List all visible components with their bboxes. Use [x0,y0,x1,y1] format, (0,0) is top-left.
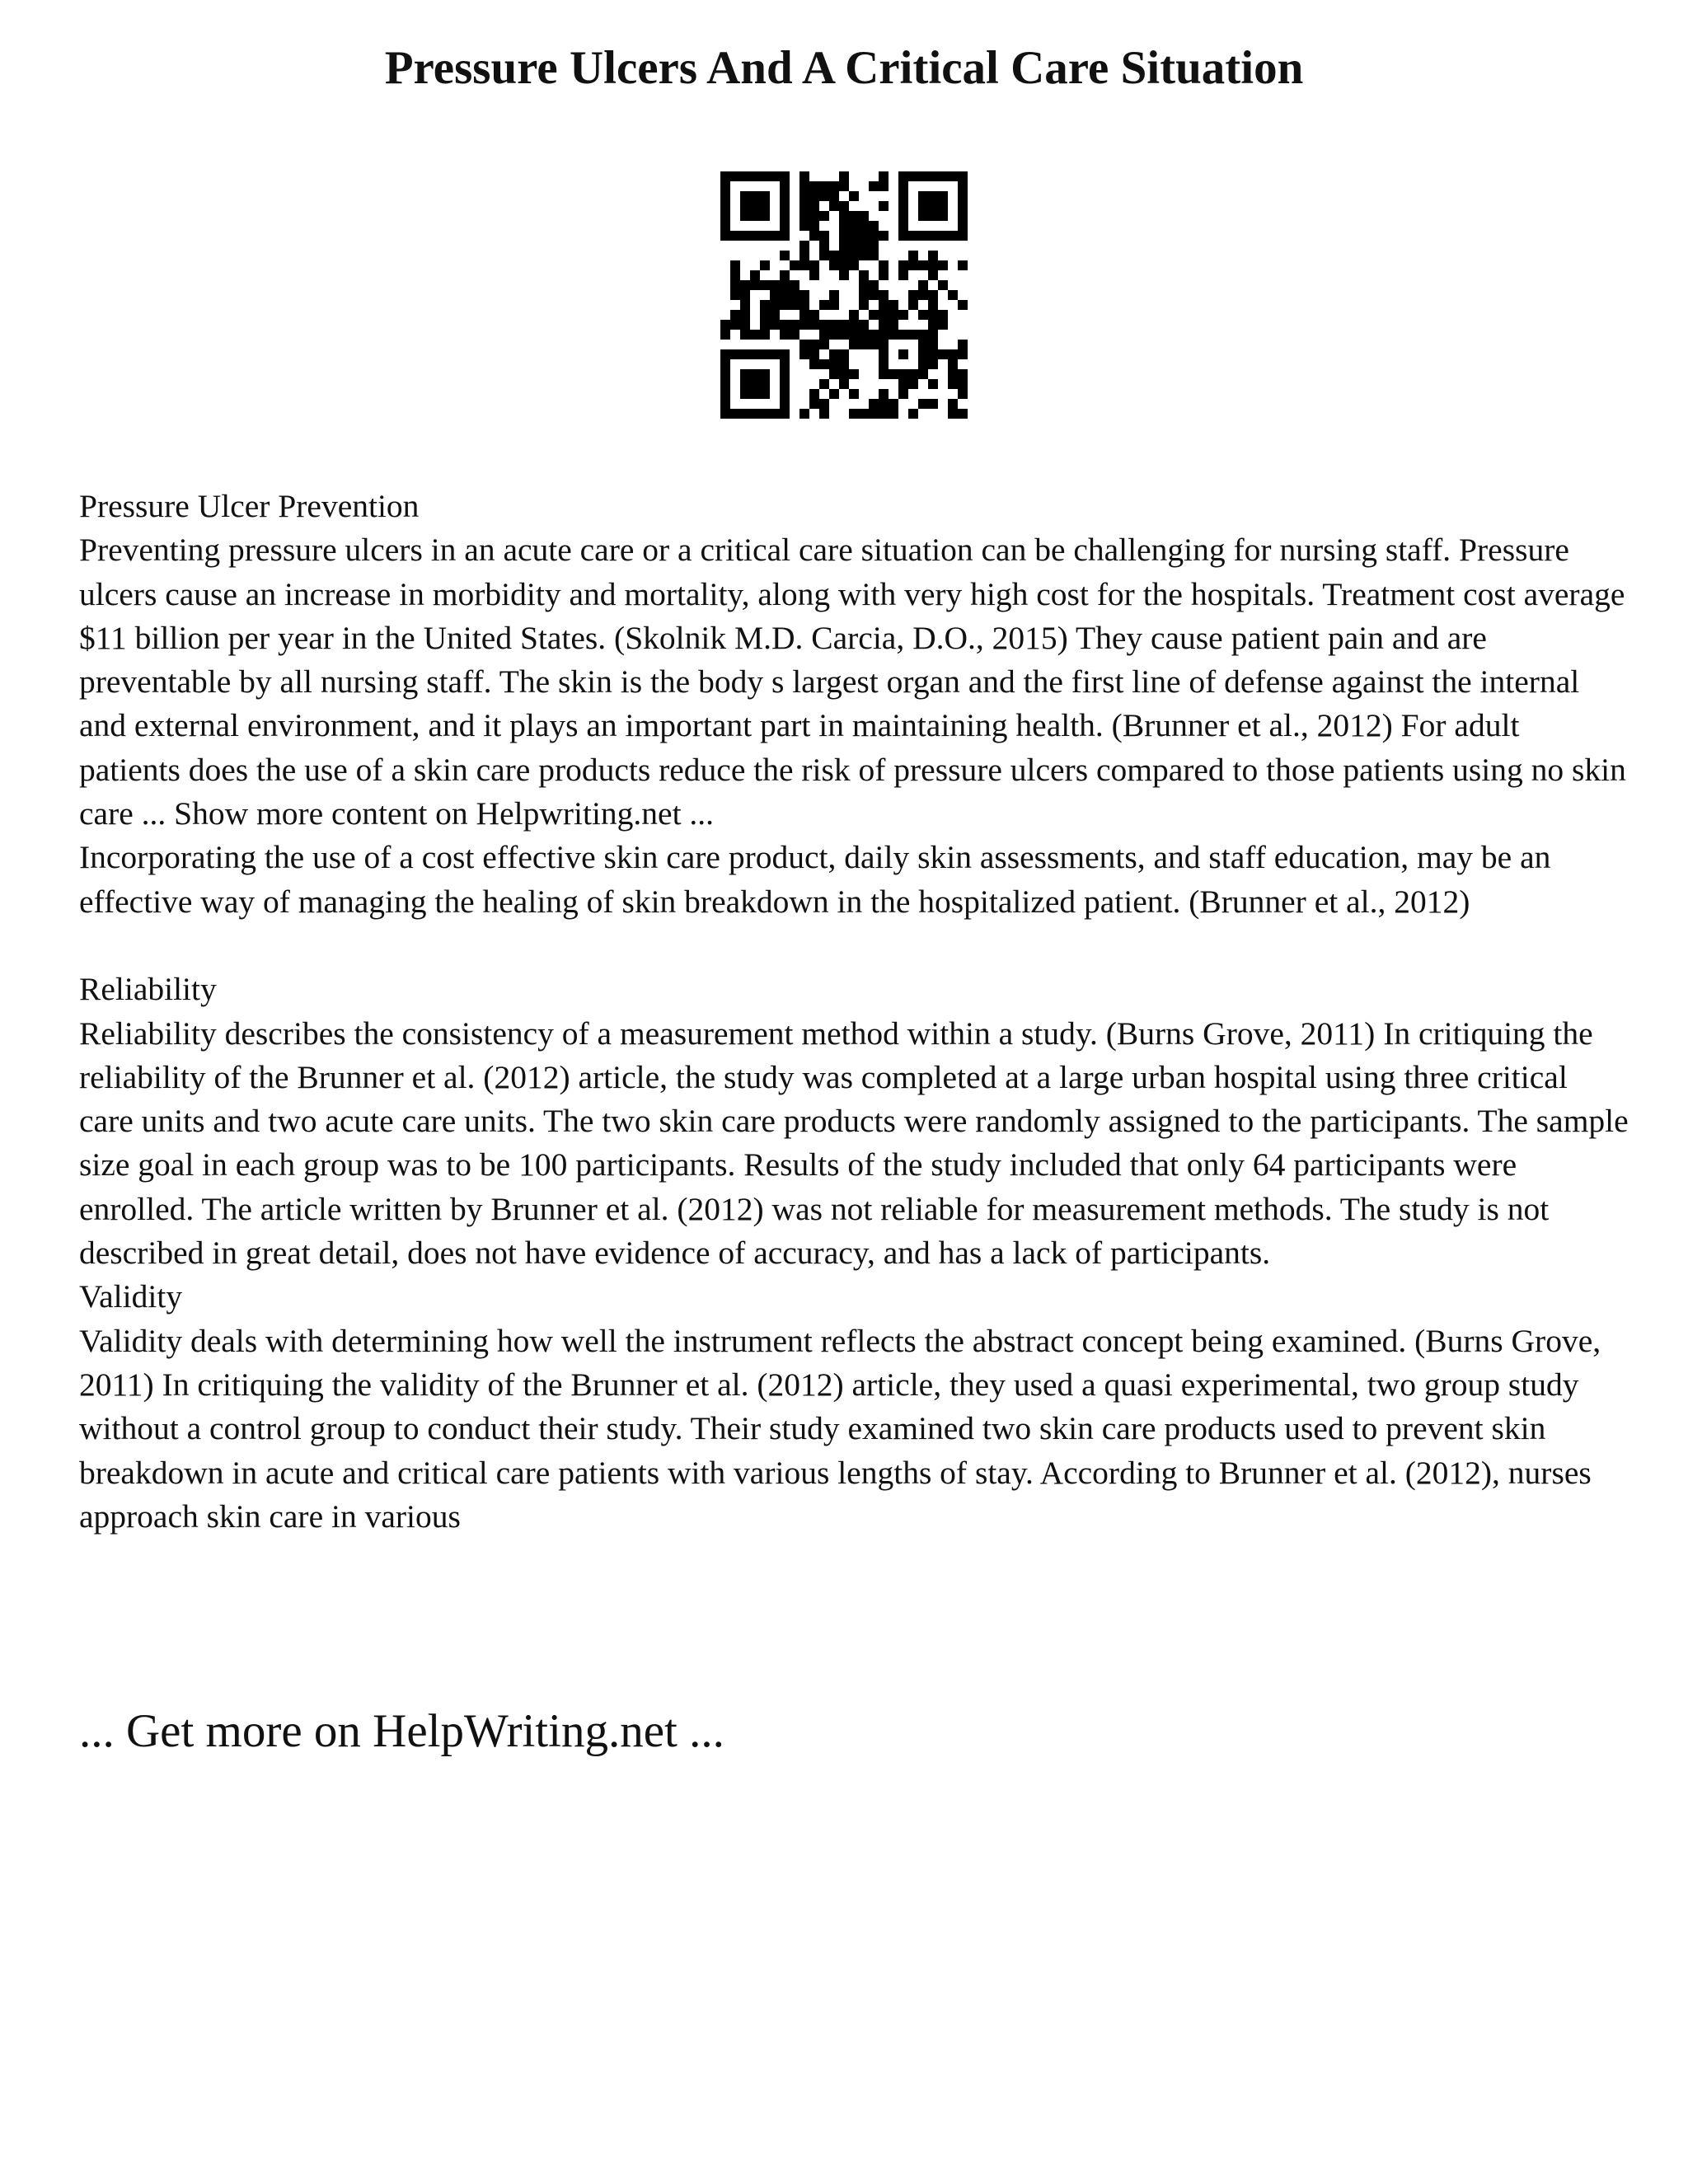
get-more-link[interactable]: ... Get more on HelpWriting.net ... [79,1705,724,1757]
section-heading-prevention: Pressure Ulcer Prevention [79,488,420,524]
section-heading-reliability: Reliability [79,971,217,1008]
section-heading-validity: Validity [79,1278,183,1315]
page-title: Pressure Ulcers And A Critical Care Situation [384,42,1304,94]
paragraph-reliability: Reliability describes the consistency of a measurement method within a study. (Burns Grove, 2011) In critiquing the reliability of the Brunner et al. (2012) article, the study was completed at a large urban hospital using three critical care units and two acute care units. The two skin care products were randomly assigned to the participants. The sample size goal in each group was to be 100 participants. Results of the study included that only 64 participants were enrolled. The article written by Brunner et al. (2012) was not reliable for measurement methods. The study is not described in great detail, does not have evidence of accuracy, and has a lack of participants. [79,1015,1629,1272]
paragraph-prevention: Preventing pressure ulcers in an acute care or a critical care situation can be challenging for nursing staff. Pressure ulcers cause an increase in morbidity and mortality, along with very high cost for the hospitals. Treatment cost average $11 billion per year in the United States. (Skolnik M.D. Carcia, D.O., 2015) They cause patient pain and are preventable by all nursing staff. The skin is the body s largest organ and the first line of defense against the internal and external environment, and it plays an important part in maintaining health. (Brunner et al., 2012) For adult patients does the use of a skin care products reduce the risk of pressure ulcers compared to those patients using no skin care ... Show more content on Helpwriting.net ... [79,532,1626,832]
document-body [79,485,1629,1539]
paragraph-spacer [79,924,1629,968]
paragraph-validity: Validity deals with determining how well the instrument reflects the abstract concept being examined. (Burns Grove, 2011) In critiquing the validity of the Brunner et al. (2012) article, they used a quasi experimental, two group study without a control group to conduct their study. Their study examined two skin care products used to prevent skin breakdown in acute and critical care patients with various lengths of stay. According to Brunner et al. (2012), nurses approach skin care in various [79,1322,1601,1535]
qr-code-icon [720,171,968,419]
paragraph-incorporating: Incorporating the use of a cost effective skin care product, daily skin assessments, and staff education, may be an effective way of managing the healing of skin breakdown in the hospitalized patient. (Brunner et al., 2012) [79,839,1551,920]
